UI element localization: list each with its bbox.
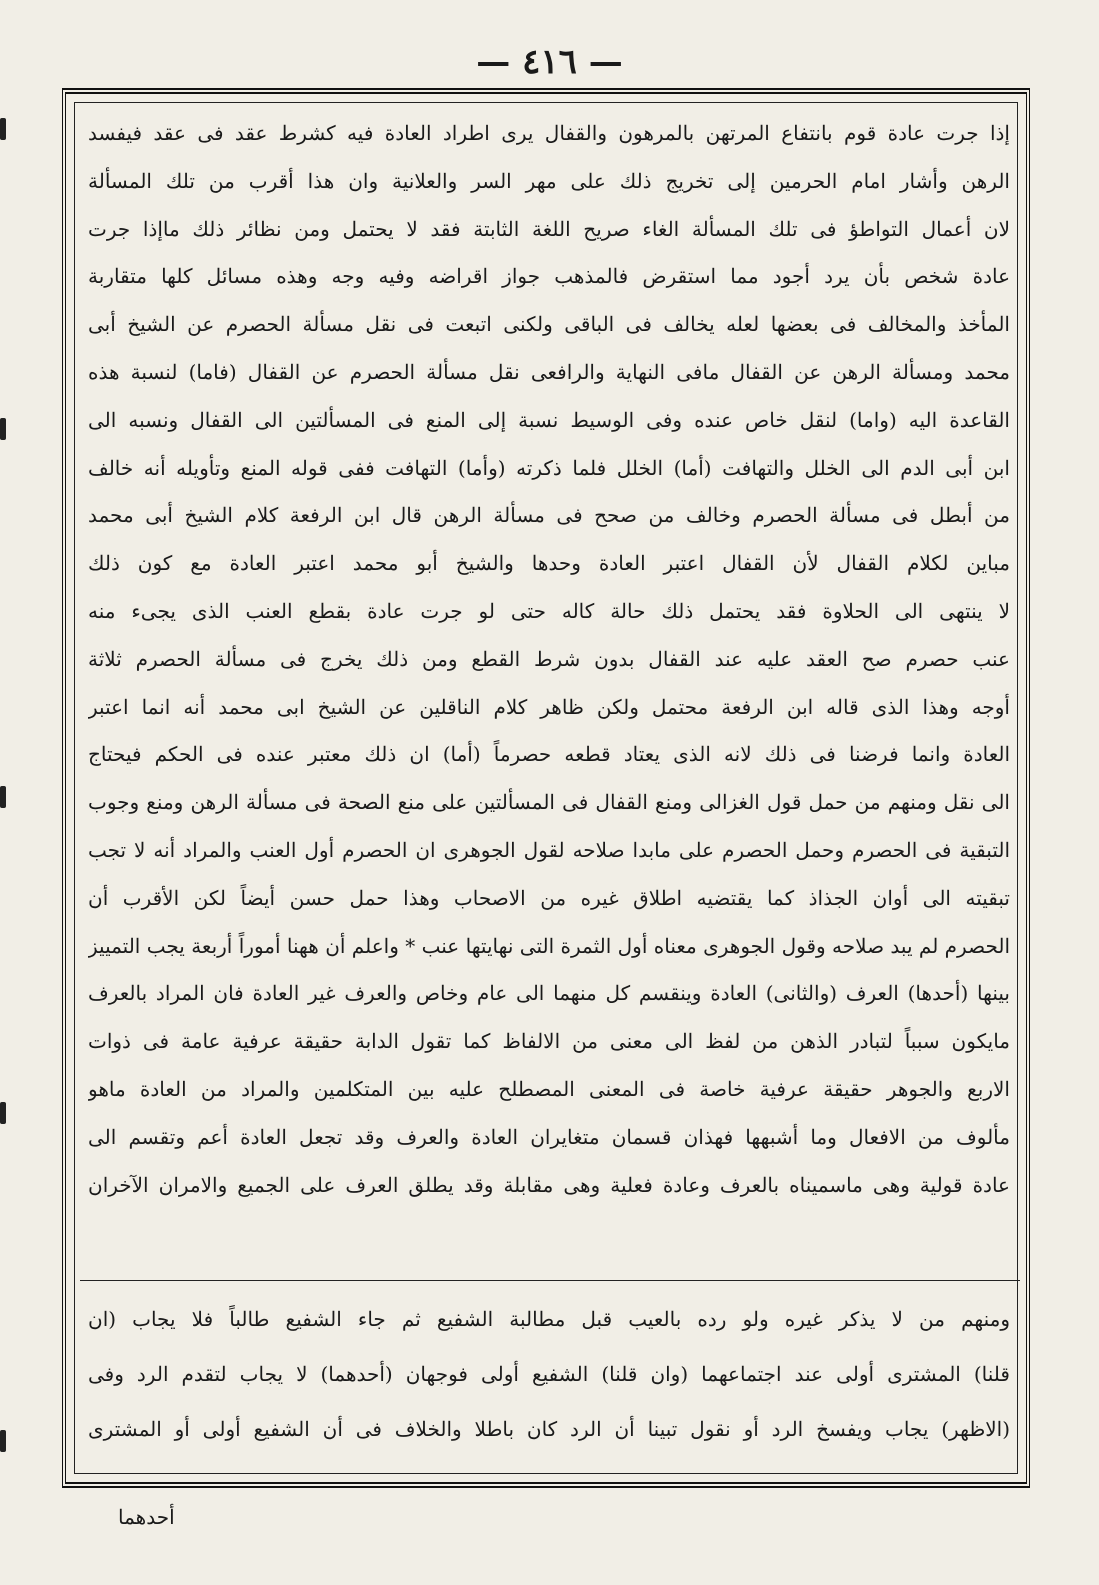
footnote-line: (الاظهر) يجاب ويفسخ الرد أو نقول تبينا أن الرد كان باطلا والخلاف فى أن الشفيع أولى أو المشترى bbox=[88, 1417, 1010, 1441]
text-line: أوجه وهذا الذى قاله ابن الرفعة محتمل ولكن ظاهر كلام الناقلين عن الشيخ ابى محمد أنه انما اعتبر bbox=[88, 694, 1010, 719]
catchword: أحدهما bbox=[118, 1505, 175, 1529]
text-line: لا ينتهى الى الحلاوة فقد يحتمل ذلك حالة كاله حتى لو جرت عادة بقطع العنب الذى يجىء منه bbox=[88, 598, 1010, 623]
text-line: عادة شخص بأن يرد أجود مما استقرض فالمذهب جواز اقراضه وفيه وجه وهذه مسائل كلها متقاربة bbox=[88, 264, 1010, 289]
binding-mark-3 bbox=[0, 786, 6, 808]
binding-mark-1 bbox=[0, 118, 6, 140]
text-line: مايكون سبباً لتبادر الذهن من لفظ الى معنى من الالفاظ كما تقول الدابة حقيقة عرفية عامة فى ذوات bbox=[88, 1029, 1010, 1054]
text-line: مباين لكلام القفال لأن القفال اعتبر العادة وحدها والشيخ أبو محمد اعتبر العادة مع كون ذلك bbox=[88, 551, 1010, 576]
footnote-line: قلنا) المشترى أولى عند اجتماعهما (وان قلنا) الشفيع أولى فوجهان (أحدهما) لا يجاب لتقدم الرد وفى bbox=[88, 1362, 1010, 1386]
text-line: التبقية فى الحصرم وحمل الحصرم على مابدا صلاحه لقول الجوهرى ان الحصرم أول العنب والمراد أنه لا تجب bbox=[88, 837, 1010, 862]
text-line: محمد ومسألة الرهن عن القفال مافى النهاية والرافعى نقل مسألة الحصرم عن القفال (فاما) لنسبة هذه bbox=[88, 359, 1010, 384]
text-line: الرهن وأشار امام الحرمين إلى تخريج ذلك على مهر السر والعلانية وان هذا أقرب من تلك المسألة bbox=[88, 168, 1010, 193]
text-line: تبقيته الى أوان الجذاذ كما يقتضيه اطلاق غيره من الاصحاب وهذا حمل حسن أيضاً لكن الأقرب أن bbox=[88, 885, 1010, 910]
text-line: عنب حصرم صح العقد عليه عند القفال بدون شرط القطع ومن ذلك يخرج فى مسألة الحصرم ثلاثة bbox=[88, 646, 1010, 671]
text-line: الى نقل ومنهم من حمل قول الغزالى ومنع القفال فى المسألتين على منع الصحة فى مسألة الرهن ومنع وجوب bbox=[88, 790, 1010, 815]
text-line: بينها (أحدها) العرف (والثانى) العادة وينقسم كل منهما الى عام وخاص والعرف غير العادة فان المراد بالعرف bbox=[88, 981, 1010, 1006]
text-line: من أبطل فى مسألة الحصرم وخالف من صحح فى مسألة الرهن قال ابن الرفعة كلام الشيخ أبى محمد bbox=[88, 503, 1010, 528]
footnote-separator bbox=[80, 1280, 1020, 1281]
text-line: ابن أبى الدم الى الخلل والتهافت (أما) الخلل فلما ذكرته (وأما) التهافت ففى قوله المنع وتأويله أنه خالف bbox=[88, 455, 1010, 480]
main-text bbox=[88, 110, 1010, 1209]
binding-mark-5 bbox=[0, 1430, 6, 1452]
text-line: الاربع والجوهر حقيقة عرفية خاصة فى المعنى المصطلح عليه بين المتكلمين والمراد من العادة ماهو bbox=[88, 1076, 1010, 1101]
text-line: المأخذ والمخالف فى بعضها لعله يخالف فى الباقى ولكنى اتبعت فى نقل مسألة الحصرم عن الشيخ أبى bbox=[88, 312, 1010, 337]
text-line: القاعدة اليه (واما) لنقل خاص عنده وفى الوسيط نسبة إلى المنع فى المسألتين الى القفال ونسبه الى bbox=[88, 407, 1010, 432]
text-line: العادة وانما فرضنا فى ذلك لانه الذى يعتاد قطعه حصرماً (أما) ان ذلك معتبر عنده فى الحكم فيحتاج bbox=[88, 742, 1010, 767]
binding-mark-4 bbox=[0, 1102, 6, 1124]
text-line: عادة قولية وهى ماسميناه بالعرف وعادة فعلية وهى مقابلة وقد يطلق العرف على الجميع والامران الآخران bbox=[88, 1172, 1010, 1197]
text-line: مألوف من الافعال وما أشبهها فهذان قسمان متغايران العادة والعرف وقد تجعل العادة أعم وتقسم الى bbox=[88, 1124, 1010, 1149]
footnote-line: ومنهم من لا يذكر غيره ولو رده بالعيب قبل مطالبة الشفيع ثم جاء الشفيع طالباً فلا يجاب (ان bbox=[88, 1307, 1010, 1331]
text-line: إذا جرت عادة قوم بانتفاع المرتهن بالمرهون والقفال يرى اطراد العادة فيه كشرط عقد فى عقد فيفسد bbox=[88, 121, 1010, 145]
text-line: لان أعمال التواطؤ فى تلك المسألة الغاء صريح اللغة الثابتة فقد لا يحتمل ومن نظائر ذلك ماإذا جرت bbox=[88, 216, 1010, 241]
binding-mark-2 bbox=[0, 418, 6, 440]
footnote-text bbox=[88, 1292, 1010, 1457]
text-line: الحصرم لم يبد صلاحه وقول الجوهرى معناه أول الثمرة التى نهايتها عنب * واعلم أن ههنا أموراً أربعة يجب التمييز bbox=[88, 933, 1010, 958]
page-number: — ٤١٦ — bbox=[476, 42, 623, 82]
